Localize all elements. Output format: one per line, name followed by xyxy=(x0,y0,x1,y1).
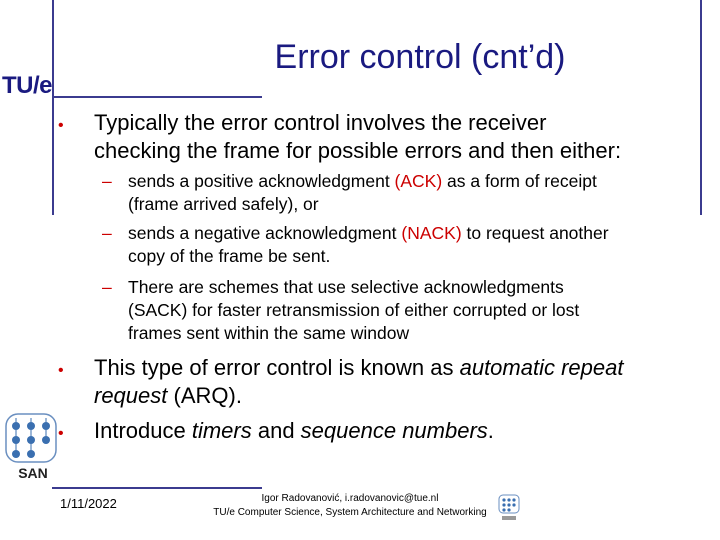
timers-term: timers xyxy=(191,418,252,443)
sequence-numbers-term: sequence numbers xyxy=(300,418,488,443)
nack-text-pre: sends a negative acknowledgment xyxy=(128,223,402,243)
sub-bullet-sack-line-2 xyxy=(128,299,688,322)
ack-text-post: as a form of receipt xyxy=(442,171,597,191)
slide-title: Error control (cnt’d) xyxy=(274,38,566,76)
frame-line-bottom xyxy=(52,487,262,489)
timers-text-post: . xyxy=(487,418,494,443)
sub-bullet-sack xyxy=(102,276,692,346)
bullet-dot-icon: • xyxy=(58,425,64,442)
sub-bullet-sack-line-1: There are schemes that use selective acknowledgments xyxy=(128,277,564,297)
dash-icon: – xyxy=(102,277,112,297)
bullet-2 xyxy=(58,355,698,411)
timers-text-mid: and xyxy=(251,418,301,443)
frame-line-top xyxy=(52,96,262,98)
frame-line-right xyxy=(700,0,702,215)
sub-bullet-nack-line-1 xyxy=(128,222,688,245)
bullet-3 xyxy=(58,418,698,448)
dash-icon: – xyxy=(102,223,112,243)
arq-text-post: (ARQ). xyxy=(167,383,242,408)
sub-bullet-nack xyxy=(102,222,692,268)
sack-text-pre: (SACK) xyxy=(128,300,188,320)
bullet-1-line-1: Typically the error control involves the receiver xyxy=(94,110,547,135)
ack-text-pre: sends a positive acknowledgment xyxy=(128,171,395,191)
bullet-2-line-1 xyxy=(94,355,694,381)
san-logo-text: SAN xyxy=(18,465,48,481)
footer-affiliation-line: TU/e Computer Science, System Architecture and Networking xyxy=(213,507,487,518)
bullet-3-line-1 xyxy=(94,418,694,444)
sub-bullet-ack xyxy=(102,170,692,216)
sub-bullet-ack-line-1 xyxy=(128,170,688,193)
sack-text-post: for faster retransmission of either corrupted or lost xyxy=(187,300,580,320)
san-logo xyxy=(4,410,62,482)
sub-bullet-ack-line-2: (frame arrived safely), or xyxy=(128,194,319,214)
sub-bullet-nack-line-2: copy of the frame be sent. xyxy=(128,246,331,266)
arq-text-pre: This type of error control is known as xyxy=(94,355,460,380)
footer-date: 1/11/2022 xyxy=(60,496,117,511)
arq-term-1: automatic repeat xyxy=(459,355,624,380)
bullet-1 xyxy=(58,110,698,166)
bullet-dot-icon: • xyxy=(58,117,64,134)
nack-highlight: (NACK) xyxy=(401,223,462,243)
frame-line-left xyxy=(52,0,54,215)
timers-text-pre: Introduce xyxy=(94,418,192,443)
nack-text-post: to request another xyxy=(461,223,609,243)
footer-author xyxy=(200,492,500,520)
sub-bullet-sack-line-3: frames sent within the same window xyxy=(128,323,410,343)
bullet-2-line-2 xyxy=(94,383,694,409)
dash-icon: – xyxy=(102,171,112,191)
footer-author-line: Igor Radovanović, i.radovanovic@tue.nl xyxy=(261,493,439,504)
tue-logo: TU/e xyxy=(2,72,53,99)
bullet-dot-icon: • xyxy=(58,362,64,379)
bullet-1-line-2: checking the frame for possible errors and then either: xyxy=(94,138,622,163)
arq-term-2: request xyxy=(94,383,168,408)
footer-logo xyxy=(498,494,520,522)
ack-highlight: (ACK) xyxy=(394,171,443,191)
